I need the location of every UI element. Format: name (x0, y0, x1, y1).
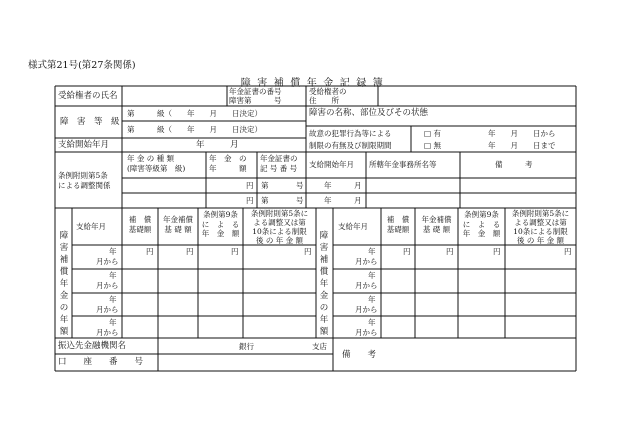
branch-value: 支店 (312, 342, 327, 351)
crime-label-2: 制限の有無及び制限期間 (309, 141, 392, 150)
crime-no-checkbox[interactable]: □ 無 (424, 141, 441, 150)
row1-yen-art5-right: 円 (564, 247, 572, 256)
col-art9-left: 条例第9条 に よ る 年 金 額 (201, 210, 240, 238)
grade-row-1: 第 級（ 年 月 日決定） (127, 109, 262, 118)
bottom-remarks-label: 備 考 (342, 350, 377, 360)
recipient-name-label: 受給権者の氏名 (58, 91, 118, 101)
row1-yen-comp-left: 円 (146, 247, 154, 256)
adj-pension-type: 年 金 の 種 類 (127, 154, 175, 163)
row1-yen-art9-left: 円 (231, 247, 239, 256)
col-comp-base-left: 補 償 基礎額 (128, 215, 152, 234)
disability-name-label: 障害の名称、部位及びその状態 (309, 108, 429, 118)
side-label-left: 障害補償年金の年額 (59, 231, 69, 337)
adj-office-label: 所轄年金事務所名等 (369, 160, 437, 169)
grade-row-2: 第 級（ 年 月 日決定） (127, 125, 262, 134)
crime-from: 年 月 日から (488, 129, 556, 138)
row3-from-left: 月から (96, 305, 119, 314)
crime-yes-checkbox[interactable]: □ 有 (424, 129, 441, 138)
payment-start-label: 支給開始年月 (58, 140, 110, 150)
row2-from-right: 月から (355, 281, 378, 290)
row2-year-left: 年 (109, 271, 117, 280)
row2-year-right: 年 (368, 271, 376, 280)
row1-year-right: 年 (368, 247, 376, 256)
article5-label-2: による調整関係 (58, 181, 111, 190)
adj-dai-2: 第 (261, 196, 269, 205)
adj-gou-1: 号 (296, 181, 304, 190)
adj-remarks-label: 備 考 (495, 160, 533, 169)
row1-yen-art9-right: 円 (493, 247, 501, 256)
adj-dai-1: 第 (261, 181, 269, 190)
row1-yen-base-left: 円 (186, 247, 194, 256)
adj-cert-label: 年金証書の (260, 154, 298, 163)
col-art5-left: 条例附則第5条に よる調整又は第 10条による制限 後 の 年 金 額 (250, 209, 309, 245)
adj-cert-label-2: 記 号 番 号 (260, 164, 298, 173)
row4-year-right: 年 (368, 318, 376, 327)
row1-from-right: 月から (355, 257, 378, 266)
row1-from-left: 月から (96, 257, 119, 266)
crime-to: 年 月 日まで (488, 141, 556, 150)
pension-cert-label: 年金証書の番号 (229, 87, 282, 96)
row3-from-right: 月から (355, 305, 378, 314)
row1-year-left: 年 (109, 247, 117, 256)
row3-year-left: 年 (109, 295, 117, 304)
col-pension-base-left: 年金補償 基 礎 額 (163, 215, 193, 234)
recipient-addr-label: 受給権者の (309, 87, 347, 96)
adj-amount-label-2: 年 額 (209, 164, 247, 173)
col-pay-month-right: 支給年月 (338, 222, 368, 231)
recipient-addr-label-2: 住 所 (309, 96, 339, 105)
col-art5-right: 条例附則第5条に よる調整又は第 10条による制限 後 の 年 金 額 (511, 209, 570, 245)
adj-tsuki-2: 月 (354, 196, 362, 205)
col-art9-right: 条例第9条 に よ る 年 金 額 (462, 210, 501, 238)
crime-label-1: 故意の犯罪行為等による (309, 129, 392, 138)
row4-from-right: 月から (355, 328, 378, 337)
col-pension-base-right: 年金補償 基 礎 額 (421, 215, 452, 234)
row1-yen-base-right: 円 (446, 247, 454, 256)
adj-amount-label: 年 金 の (209, 154, 247, 163)
bank-label: 振込先金融機関名 (58, 341, 127, 351)
account-label: 口 座 番 号 (58, 357, 144, 367)
side-label-right: 障害補償年金の年額 (319, 231, 329, 337)
pension-cert-number: 障害第 号 (229, 96, 282, 105)
adj-yen-2: 円 (246, 196, 254, 205)
row1-yen-art5-left: 円 (304, 247, 312, 256)
row4-from-left: 月から (96, 328, 119, 337)
adj-start-label: 支給開始年月 (309, 160, 354, 169)
form-number: 様式第21号(第27条関係) (28, 60, 136, 71)
row1-yen-comp-right: 円 (403, 247, 411, 256)
col-pay-month-left: 支給年月 (76, 222, 106, 231)
adj-yen-1: 円 (246, 181, 254, 190)
payment-start-value: 年 月 (196, 140, 239, 150)
article5-label-1: 条例附則第5条 (58, 171, 108, 180)
adj-pension-grade: (障害等級第 級) (127, 164, 186, 173)
adj-nen-1: 年 (324, 181, 332, 190)
adj-gou-2: 号 (296, 196, 304, 205)
row2-from-left: 月から (96, 281, 119, 290)
bank-value: 銀行 (239, 342, 254, 351)
page-title: 障害補償年金記録簿 (240, 78, 390, 89)
adj-tsuki-1: 月 (354, 181, 362, 190)
col-comp-base-right: 補 償 基礎額 (386, 215, 410, 234)
row3-year-right: 年 (368, 295, 376, 304)
adj-nen-2: 年 (324, 196, 332, 205)
row4-year-left: 年 (109, 318, 117, 327)
disability-grade-label: 障 害 等 級 (60, 117, 120, 127)
